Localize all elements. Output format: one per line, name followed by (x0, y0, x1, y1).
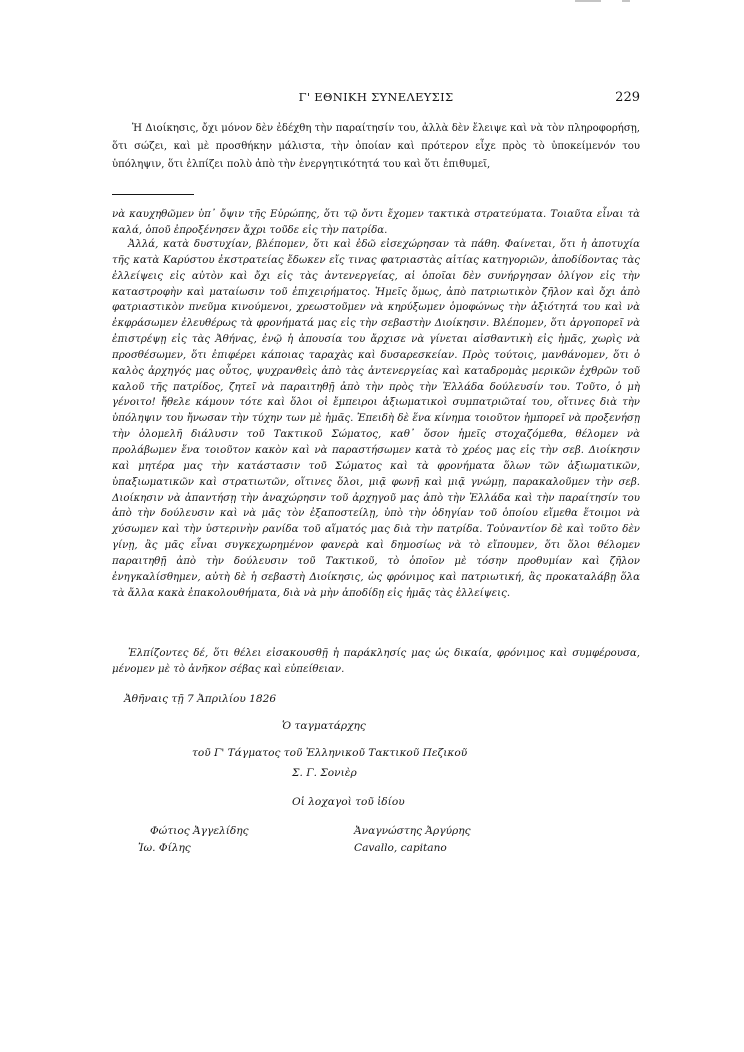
closing-paragraph: Ἐλπίζοντες δέ, ὅτι θέλει εἰσακουσθῇ ἡ παράκλησίς μας ὡς δικαία, φρόνιμος καὶ συμφέρουσα, μένομεν μὲ τὸ ἀνῆκον σέβας καὶ εὐπείθειαν. (112, 648, 640, 675)
page-header (112, 90, 640, 110)
signatory-title: Ὁ ταγματάρχης (282, 720, 366, 732)
captain-name: Ἰω. Φίλης (138, 842, 191, 854)
signatory-name: Σ. Γ. Σονιὲρ (292, 767, 357, 779)
captain-name: Ἀναγνώστης Ἀργύρης (354, 825, 471, 837)
place-date: Ἀθῆναις τῇ 7 Ἀπριλίου 1826 (124, 693, 277, 705)
captains-heading: Οἱ λοχαγοὶ τοῦ ἰδίου (292, 796, 405, 808)
scan-artifact (622, 0, 630, 2)
signatory-unit: τοῦ Γ' Τάγματος τοῦ Ἑλληνικοῦ Τακτικοῦ Πεζικοῦ (192, 747, 468, 759)
running-head: Γ' ΕΘΝΙΚΗ ΣΥΝΕΛΕΥΣΙΣ (298, 90, 454, 104)
intro-paragraph: Ἡ Διοίκησις, ὄχι μόνον δὲν ἐδέχθη τὴν παραίτησίν του, ἀλλὰ δὲν ἔλειψε καὶ νὰ τὸν πληροφορήσῃ, ὅτι σώζει, καὶ μὲ προσθήκην μάλιστα, τὴν ὁποίαν καὶ πρότερον εἶχε πρὸς τὸ ὑποκείμενόν του ὑπόληψιν, ὅτι ἐλπίζει πολὺ ἀπὸ τὴν ἐνεργητικότητά του καὶ ὅτι ἐπιθυμεῖ, (112, 123, 640, 170)
page-number: 229 (615, 90, 640, 105)
footnote-rule (112, 194, 194, 195)
footnote-text: νὰ καυχηθῶμεν ὑπ᾽ ὄψιν τῆς Εὐρώπης, ὅτι τῷ ὄντι ἔχομεν τακτικὰ στρατεύματα. Τοιαῦτα εἶναι τὰ καλά, ὁποῦ ἐπροξένησεν ἄχρι τοῦδε εἰς τὴν πατρίδα. (112, 209, 640, 236)
captain-name: Φώτιος Ἀγγελίδης (150, 825, 249, 837)
scan-artifact (575, 0, 601, 2)
body-paragraph: Ἀλλά, κατὰ δυστυχίαν, βλέπομεν, ὅτι καὶ ἐδῶ εἰσεχώρησαν τὰ πάθη. Φαίνεται, ὅτι ἡ ἀποτυχία τῆς κατὰ Καρύστου ἐκστρατείας ἔδωκεν εἴς τινας φατριαστὰς αἰτίας κατηγοριῶν, ἀποδίδοντας τὰς ἐλλείψεις εἰς αὐτὸν καὶ ὄχι εἰς τὰς ἀντενεργείας, αἱ ὁποῖαι δὲν συνήργησαν ὀλίγον εἰς τὴν καταστροφὴν καὶ ματαίωσιν τοῦ ἐπιχειρήματος. Ἡμεῖς ὅμως, ἀπὸ πατριωτικὸν ζῆλον καὶ ὄχι ἀπὸ φατριαστικὸν πνεῦμα κινούμενοι, χρεωστοῦμεν νὰ κηρύξωμεν ὁμοφώνως τὴν ἀξιότητά του καὶ νὰ ἐκφράσωμεν ἐλευθέρως τὰ φρονήματά μας εἰς τὴν σεβαστὴν Διοίκησιν. Βλέπομεν, ὅτι ἀργοπορεῖ νὰ ἐπιστρέψῃ εἰς τὰς Ἀθήνας, ἐνῷ ἡ ἀπουσία του ἄρχισε νὰ γίνεται αἰσθαντικὴ εἰς ἡμᾶς, χωρὶς νὰ προσθέσωμεν, ὅτι ἐπιφέρει κάποιας ταραχὰς καὶ δυσαρεσκείαν. Πρὸς τούτοις, μανθάνομεν, ὅτι ὁ καλὸς ἀρχηγός μας οὗτος, ψυχρανθεὶς ἀπὸ τὰς ἀντενεργείας καὶ καταδρομὰς μερικῶν ἐχθρῶν τοῦ καλοῦ τῆς πατρίδος, ζητεῖ νὰ παραιτηθῇ ἀπὸ τὴν πρὸς τὴν Ἑλλάδα δούλευσίν του. Τοῦτο, ὁ μὴ γένοιτο! ἤθελε κάμουν τότε καὶ ὅλοι οἱ ἔμπειροι ἀξιωματικοὶ συμπατριῶταί του, οἵτινες διὰ τὴν ὑπόληψιν του ἤνωσαν τὴν τύχην των μὲ ἡμᾶς. Ἐπειδὴ δὲ ἕνα κίνημα τοιοῦτον ἠμπορεῖ νὰ προξενήσῃ τὴν ὁλομελῆ διάλυσιν τοῦ Τακτικοῦ Σώματος, καθ᾽ ὅσον ἡμεῖς στοχαζόμεθα, θέλομεν νὰ προλάβωμεν ἕνα τοιοῦτον κακὸν καὶ νὰ παραστήσωμεν κατὰ τὸ χρέος μας εἰς τὴν σεβ. Διοίκησιν καὶ μητέρα μας τὴν κατάστασιν τοῦ Σώματος καὶ τὰ φρονήματα ὅλων τῶν ἀξιωματικῶν, ὑπαξιωματικῶν καὶ στρατιωτῶν, οἵτινες ὅλοι, μιᾷ φωνῇ καὶ μιᾷ γνώμῃ, παρακαλοῦμεν τὴν σεβ. Διοίκησιν νὰ ἀπαντήσῃ τὴν ἀναχώρησιν τοῦ ἀρχηγοῦ μας ἀπὸ τὴν Ἑλλάδα καὶ τὴν παραίτησίν του ἀπὸ τὴν δούλευσιν καὶ νὰ μᾶς τὸν ἐξαποστείλῃ, ὑπὸ τὴν ὁδηγίαν τοῦ ὁποίου εἴμεθα ἕτοιμοι νὰ χύσωμεν καὶ τὴν ὑστερινὴν ρανίδα τοῦ αἵματός μας διὰ τὴν πατρίδα. Τοὐναντίον δὲ καὶ τοῦτο δὲν γίνῃ, ἂς μᾶς εἶναι συγκεχωρημένον φανερὰ καὶ δημοσίως νὰ τὸ εἴπουμεν, ὅτι ὅλοι θέλομεν παραιτηθῇ ἀπὸ τὴν δούλευσιν τοῦ Τακτικοῦ, τὸ ὁποῖον μὲ τόσην προθυμίαν καὶ ζῆλον ἐνηγκαλίσθημεν, αὐτὴ δὲ ἡ σεβαστὴ Διοίκησις, ὡς φρόνιμος καὶ πατριωτική, ἂς προκαταλάβῃ ὅλα τὰ ἄλλα κακὰ ἐπακολουθήματα, διὰ νὰ μὴν ἀποδίδῃ εἰς ἡμᾶς τὰς ἐλλείψεις. (112, 239, 640, 599)
captain-name: Cavallo, capitano (354, 842, 447, 854)
